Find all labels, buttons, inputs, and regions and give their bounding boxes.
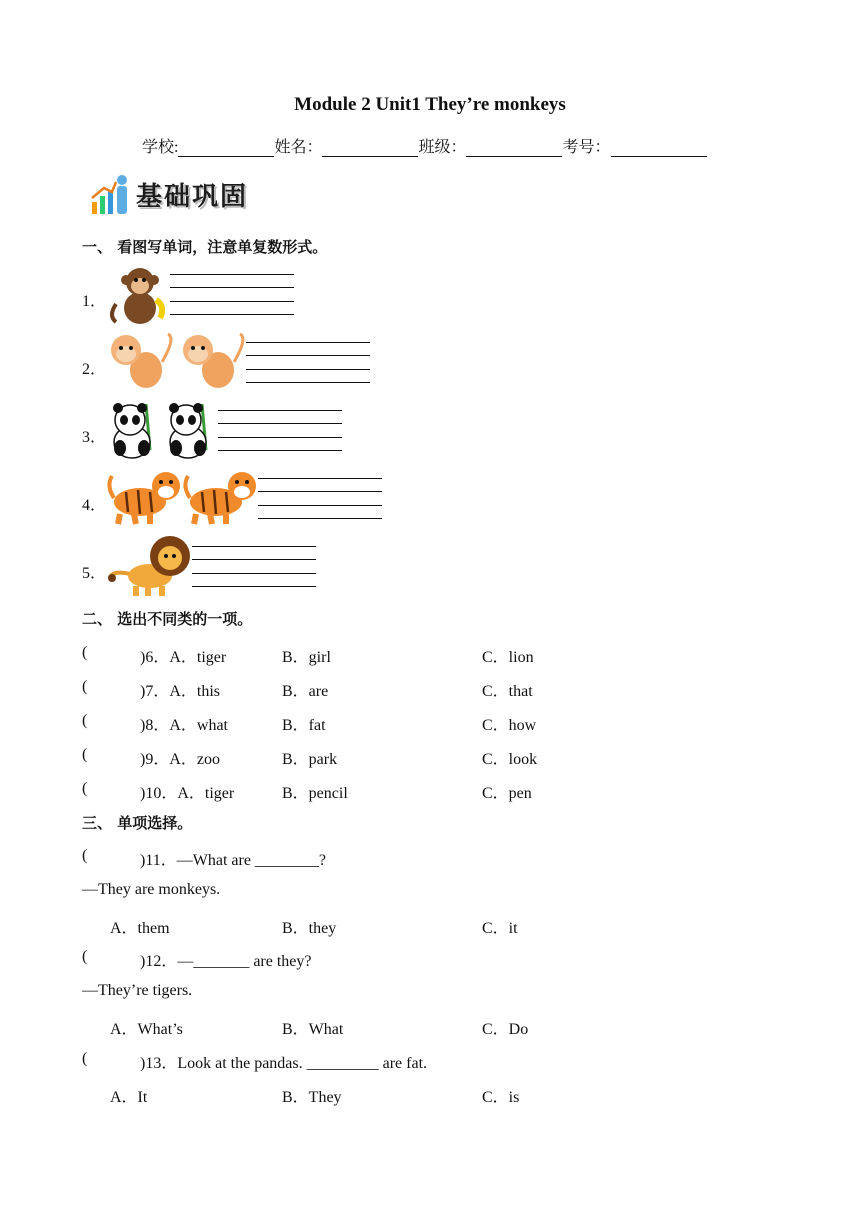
option-c: C．lion [482,649,534,666]
class-label: 班级： [418,139,467,156]
option-a: )7．A．this [140,683,221,700]
class-blank[interactable] [466,138,562,157]
item-number: 3． [82,429,107,446]
section1-heading: 一、 看图写单词，注意单复数形式。 [82,238,328,256]
section2-heading: 二、 选出不同类的一项。 [82,610,253,628]
name-label: 姓名： [274,139,323,156]
option-a: )6．A．tiger [140,649,227,666]
answer-lines[interactable] [192,533,316,587]
option-c: C．look [482,751,538,768]
page-title: Module 2 Unit1 They’re monkeys [294,94,566,115]
answer-lines[interactable] [246,329,370,383]
question-stem: )13．Look at the pandas. _________ are fat. [140,1055,428,1072]
option-b: B．park [282,751,338,768]
dialogue-answer: —They are monkeys. [82,881,221,898]
item-number: 2． [82,361,107,378]
question-paren[interactable]: ( [82,712,88,729]
exam-no-label: 考号： [562,139,611,156]
item-number: 5． [82,565,107,582]
question-stem: )12．—_______ are they? [140,953,312,970]
option-c: C．it [482,920,518,937]
option-b: B．girl [282,649,331,666]
monkey-icon [106,332,246,392]
option-b: B．fat [282,717,326,734]
name-blank[interactable] [322,138,418,157]
school-blank[interactable] [178,138,274,157]
option-c: C．is [482,1089,520,1106]
option-b: B．they [282,920,337,937]
option-c: C．that [482,683,533,700]
panda-icon [106,400,218,462]
option-c: C．Do [482,1021,529,1038]
option-a: )9．A．zoo [140,751,220,768]
growth-chart-icon [88,172,132,216]
option-a: A．It [110,1089,148,1106]
option-a: A．them [110,920,170,937]
item-number: 4． [82,497,107,514]
section3-heading: 三、 单项选择。 [82,814,193,832]
student-info-line [142,134,707,157]
option-b: B．pencil [282,785,348,802]
question-paren[interactable]: ( [82,948,88,965]
question-paren[interactable]: ( [82,746,88,763]
dialogue-answer: —They’re tigers. [82,982,193,999]
option-a: )8．A．what [140,717,228,734]
question-stem: )11．—What are ________? [140,852,327,869]
question-paren[interactable]: ( [82,1050,88,1067]
answer-lines[interactable] [218,397,342,451]
question-paren[interactable]: ( [82,678,88,695]
exam-no-blank[interactable] [611,138,707,157]
item-number: 1． [82,293,107,310]
answer-lines[interactable] [258,465,382,519]
question-paren[interactable]: ( [82,644,88,661]
option-c: C．how [482,717,537,734]
option-b: B．They [282,1089,342,1106]
option-a: )10．A．tiger [140,785,235,802]
option-b: B．are [282,683,329,700]
lion-icon [106,534,192,598]
option-a: A．What’s [110,1021,183,1038]
question-paren[interactable]: ( [82,847,88,864]
banner-title: 基础巩固 [136,182,249,212]
option-b: B．What [282,1021,344,1038]
tiger-icon [106,466,258,528]
question-paren[interactable]: ( [82,780,88,797]
answer-lines[interactable] [170,261,294,315]
monkey-icon [106,264,170,328]
school-label: 学校: [142,139,179,156]
option-c: C．pen [482,785,532,802]
section-banner [88,172,264,218]
